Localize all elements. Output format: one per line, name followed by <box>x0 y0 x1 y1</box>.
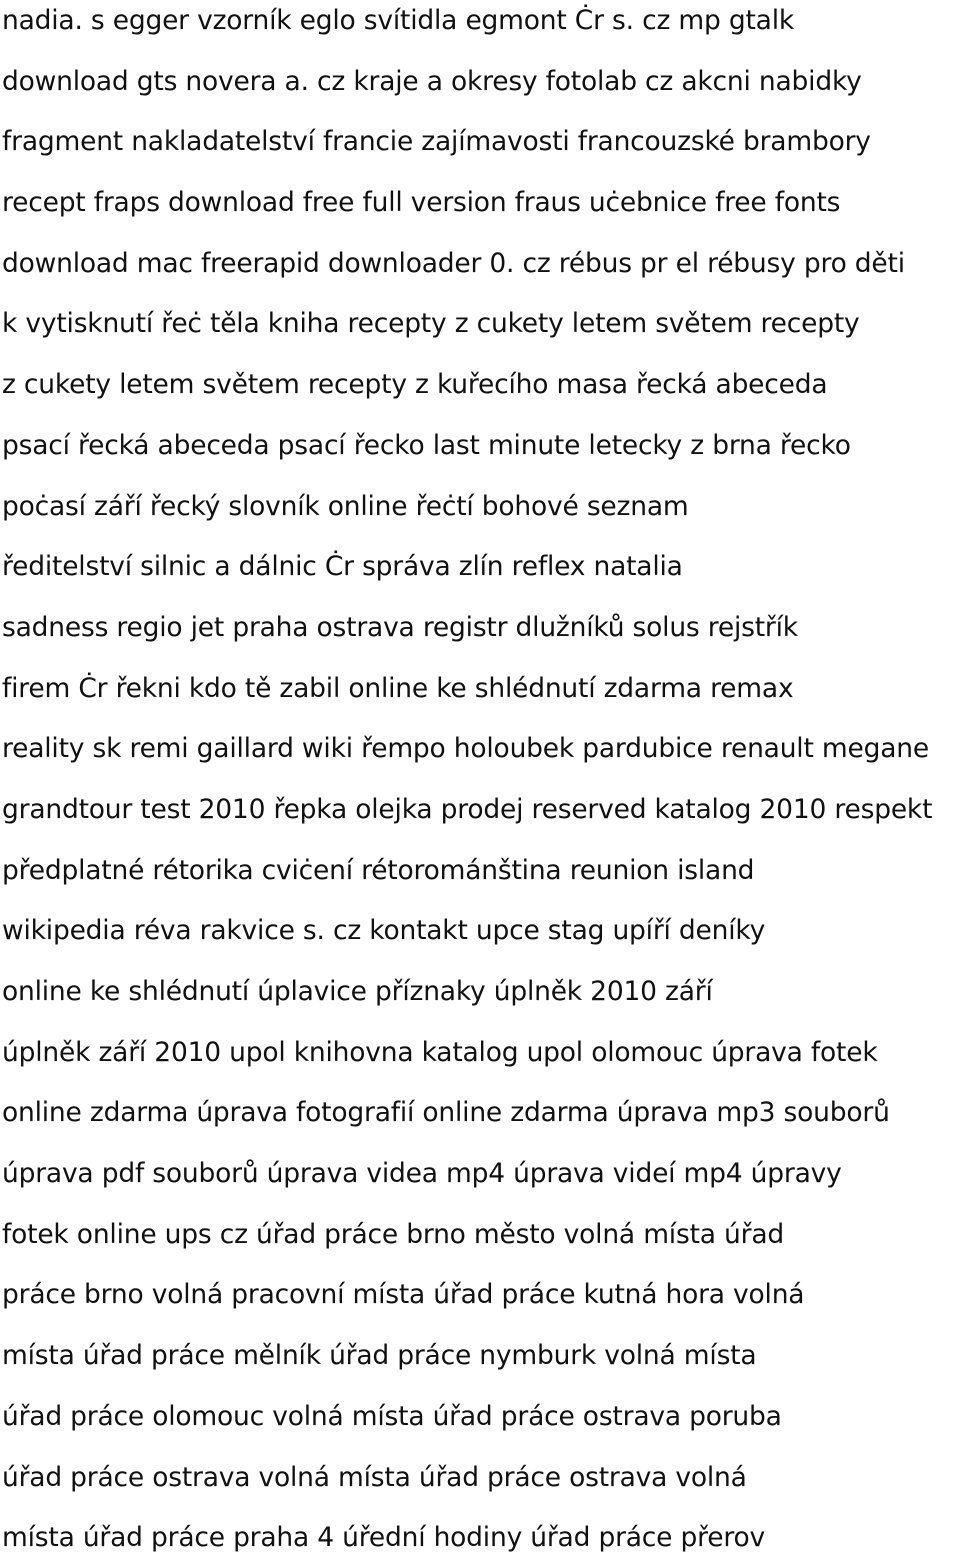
text-line: místa úřad práce mělník úřad práce nymburk volná místa <box>2 1340 757 1372</box>
text-line: sadness regio jet praha ostrava registr dlužníků solus rejstřík <box>2 611 798 643</box>
text-line: z cukety letem světem recepty z kuřecího masa řecká abeceda <box>2 369 828 401</box>
text-line: download mac freerapid downloader 0. cz rébus pr el rébusy pro děti <box>2 247 905 279</box>
text-block <box>2 0 960 1562</box>
text-line: ředitelství silnic a dálnic Ċr správa zlín reflex natalia <box>2 551 683 583</box>
text-line: recept fraps download free full version fraus uċebnice free fonts <box>2 187 841 219</box>
text-line: download gts novera a. cz kraje a okresy fotolab cz akcni nabidky <box>2 65 862 97</box>
text-line: grandtour test 2010 řepka olejka prodej reserved katalog 2010 respekt <box>2 793 933 825</box>
text-line: online ke shlédnutí úplavice příznaky úplněk 2010 září <box>2 976 713 1007</box>
text-line: předplatné rétorika cviċení rétorománština reunion island <box>2 854 755 886</box>
text-line: online zdarma úprava fotografií online zdarma úprava mp3 souborů <box>2 1097 890 1129</box>
text-line: práce brno volná pracovní místa úřad práce kutná hora volná <box>2 1279 805 1311</box>
text-line: k vytisknutí řeċ těla kniha recepty z cukety letem světem recepty <box>2 308 860 340</box>
text-line: firem Ċr řekni kdo tě zabil online ke shlédnutí zdarma remax <box>2 672 794 704</box>
text-line: fotek online ups cz úřad práce brno město volná místa úřad <box>2 1218 784 1250</box>
text-line: úřad práce olomouc volná místa úřad práce ostrava poruba <box>2 1400 782 1432</box>
text-line: úplněk září 2010 upol knihovna katalog upol olomouc úprava fotek <box>2 1036 878 1068</box>
text-line: úprava pdf souborů úprava videa mp4 úprava videí mp4 úpravy <box>2 1158 842 1190</box>
text-line: psací řecká abeceda psací řecko last minute letecky z brna řecko <box>2 429 851 461</box>
text-line: reality sk remi gaillard wiki řempo holoubek pardubice renault megane <box>2 733 929 765</box>
text-line: fragment nakladatelství francie zajímavosti francouzské brambory <box>2 126 871 158</box>
text-line: nadia. s egger vzorník eglo svítidla egmont Ċr s. cz mp gtalk <box>2 5 795 36</box>
text-line: místa úřad práce praha 4 úřední hodiny úřad práce přerov <box>2 1522 765 1554</box>
text-line: poċasí září řecký slovník online řeċtí bohové seznam <box>2 490 689 522</box>
text-line: úřad práce ostrava volná místa úřad práce ostrava volná <box>2 1461 747 1493</box>
text-line: wikipedia réva rakvice s. cz kontakt upce stag upíří deníky <box>2 915 766 947</box>
